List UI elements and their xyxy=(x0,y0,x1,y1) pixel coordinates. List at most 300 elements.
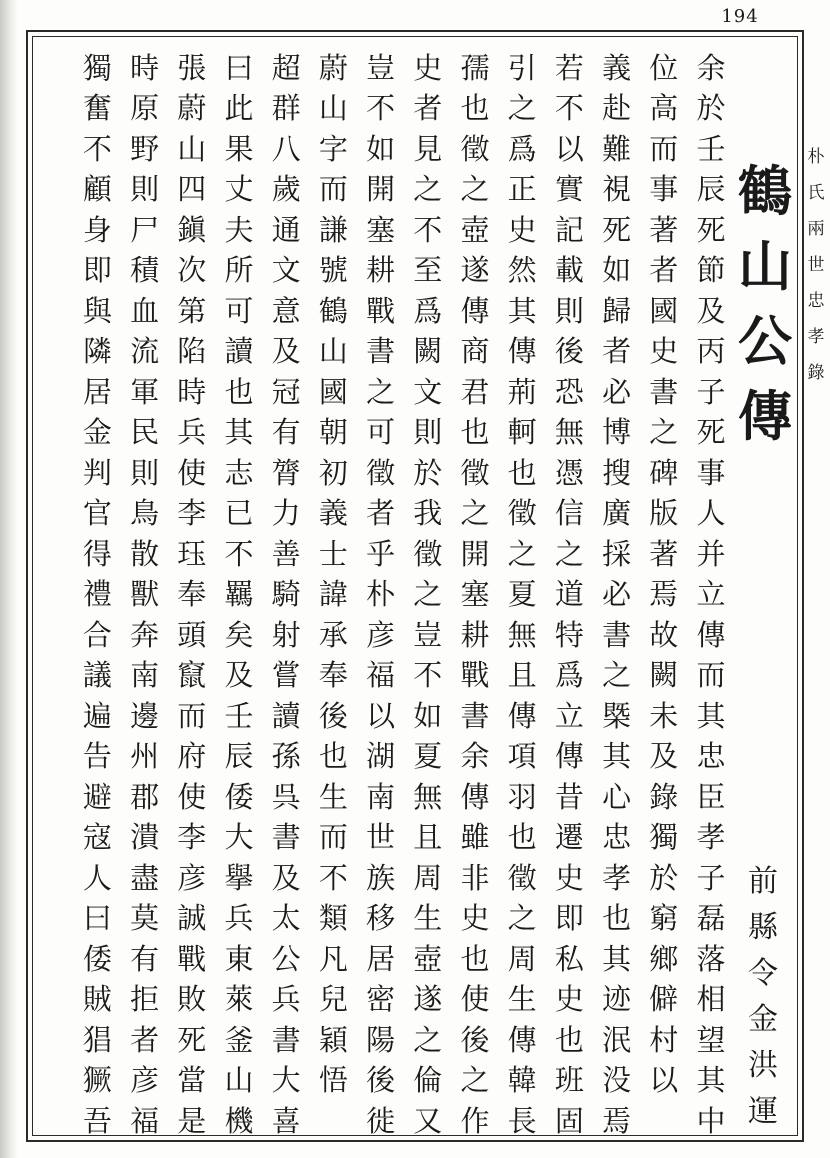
text-char: 奉 xyxy=(177,577,207,612)
text-char: 而 xyxy=(318,172,348,207)
text-char: 積 xyxy=(130,253,160,288)
text-char: 也 xyxy=(460,415,490,450)
text-char: 臣 xyxy=(696,779,726,814)
text-char: 文 xyxy=(413,374,443,409)
text-char: 固 xyxy=(554,1103,584,1138)
text-char: 磊 xyxy=(696,901,726,936)
text-char: 其 xyxy=(602,739,632,774)
side-header-book-title xyxy=(804,136,828,388)
text-char: 金 xyxy=(82,415,112,450)
text-char: 之 xyxy=(366,374,396,409)
text-char: 死 xyxy=(177,1022,207,1057)
text-char: 次 xyxy=(177,253,207,288)
text-char: 告 xyxy=(82,739,112,774)
text-char: 羽 xyxy=(507,779,537,814)
text-char: 朝 xyxy=(318,415,348,450)
text-char: 中 xyxy=(696,1103,726,1138)
text-char: 望 xyxy=(696,1022,726,1057)
text-char: 事 xyxy=(696,455,726,490)
text-char: 密 xyxy=(366,982,396,1017)
side-header-char: 兩 xyxy=(807,218,825,239)
text-char: 遂 xyxy=(460,253,490,288)
text-char: 之 xyxy=(649,415,679,450)
text-char: 我 xyxy=(413,496,443,531)
text-char: 郡 xyxy=(130,779,160,814)
text-char: 也 xyxy=(602,901,632,936)
text-char: 使 xyxy=(177,779,207,814)
text-char: 國 xyxy=(649,293,679,328)
text-column xyxy=(74,48,120,1142)
text-char: 書 xyxy=(271,1022,301,1057)
text-char: 僻 xyxy=(649,982,679,1017)
text-char: 之 xyxy=(460,1063,490,1098)
text-char: 血 xyxy=(130,293,160,328)
text-char: 野 xyxy=(130,131,160,166)
text-char: 傳 xyxy=(554,739,584,774)
author-char: 運 xyxy=(748,1094,778,1129)
text-char: 於 xyxy=(696,91,726,126)
text-char: 心 xyxy=(602,779,632,814)
text-char: 傳 xyxy=(696,617,726,652)
text-char: 壬 xyxy=(696,131,726,166)
text-char: 徙 xyxy=(366,1103,396,1138)
text-char: 以 xyxy=(554,131,584,166)
text-char: 其 xyxy=(696,698,726,733)
text-char: 李 xyxy=(177,820,207,855)
text-char: 君 xyxy=(460,374,490,409)
text-char: 散 xyxy=(130,536,160,571)
text-char: 善 xyxy=(271,536,301,571)
text-column xyxy=(405,48,451,1142)
text-char: 村 xyxy=(649,1022,679,1057)
text-char: 曰 xyxy=(224,50,254,85)
text-char: 鎭 xyxy=(177,212,207,247)
text-char: 視 xyxy=(602,172,632,207)
text-char: 則 xyxy=(130,455,160,490)
text-char: 膂 xyxy=(271,455,301,490)
text-char: 史 xyxy=(649,334,679,369)
text-char: 而 xyxy=(696,658,726,693)
text-char: 遷 xyxy=(554,820,584,855)
text-char: 位 xyxy=(649,50,679,85)
text-column xyxy=(452,48,498,1142)
text-char: 騎 xyxy=(271,577,301,612)
text-char: 奔 xyxy=(130,617,160,652)
text-char: 無 xyxy=(554,415,584,450)
text-char: 如 xyxy=(413,698,443,733)
text-char: 矣 xyxy=(224,617,254,652)
text-char: 號 xyxy=(318,253,348,288)
text-char: 并 xyxy=(696,536,726,571)
text-char: 奮 xyxy=(82,91,112,126)
text-char: 著 xyxy=(649,212,679,247)
text-char: 孝 xyxy=(602,860,632,895)
title-char: 鶴 xyxy=(738,159,792,223)
text-char: 讀 xyxy=(224,334,254,369)
text-char: 及 xyxy=(224,658,254,693)
text-char: 山 xyxy=(318,334,348,369)
text-char: 班 xyxy=(554,1063,584,1098)
text-char: 記 xyxy=(554,212,584,247)
author-char: 金 xyxy=(748,1002,778,1037)
text-char: 載 xyxy=(554,253,584,288)
text-char: 孫 xyxy=(271,739,301,774)
text-char: 立 xyxy=(696,577,726,612)
text-char: 禮 xyxy=(82,577,112,612)
text-char: 槩 xyxy=(602,698,632,733)
text-char: 當 xyxy=(177,1063,207,1098)
text-char: 之 xyxy=(413,577,443,612)
author-char: 前 xyxy=(748,864,778,899)
text-char: 也 xyxy=(554,1022,584,1057)
text-char: 得 xyxy=(82,536,112,571)
text-char: 後 xyxy=(554,334,584,369)
text-char: 吾 xyxy=(82,1103,112,1138)
text-char: 獨 xyxy=(649,820,679,855)
text-char: 戰 xyxy=(177,941,207,976)
text-char: 隣 xyxy=(82,334,112,369)
text-char: 壺 xyxy=(413,941,443,976)
text-char: 之 xyxy=(413,1022,443,1057)
text-char: 之 xyxy=(460,496,490,531)
text-char: 豈 xyxy=(366,50,396,85)
text-char: 賊 xyxy=(82,982,112,1017)
text-char: 壺 xyxy=(460,212,490,247)
text-char: 辰 xyxy=(224,739,254,774)
text-char: 之 xyxy=(413,172,443,207)
text-char: 開 xyxy=(460,536,490,571)
text-char: 太 xyxy=(271,901,301,936)
text-char: 力 xyxy=(271,496,301,531)
document-title xyxy=(730,150,800,450)
text-char: 者 xyxy=(366,496,396,531)
text-char: 項 xyxy=(507,739,537,774)
text-char: 及 xyxy=(649,739,679,774)
text-char: 周 xyxy=(507,941,537,976)
text-char: 後 xyxy=(318,698,348,733)
author-line xyxy=(738,855,788,1131)
text-char: 余 xyxy=(696,50,726,85)
text-char: 見 xyxy=(413,131,443,166)
text-char: 則 xyxy=(413,415,443,450)
text-char: 則 xyxy=(554,293,584,328)
text-char: 已 xyxy=(224,496,254,531)
text-char: 之 xyxy=(507,91,537,126)
text-char: 以 xyxy=(366,698,396,733)
text-char: 至 xyxy=(413,253,443,288)
text-char: 竄 xyxy=(177,658,207,693)
text-char: 徵 xyxy=(460,131,490,166)
text-char: 不 xyxy=(554,91,584,126)
text-char: 史 xyxy=(554,860,584,895)
text-char: 鳥 xyxy=(130,496,160,531)
text-char: 不 xyxy=(413,212,443,247)
text-char: 人 xyxy=(82,860,112,895)
text-char: 遂 xyxy=(413,982,443,1017)
text-char: 死 xyxy=(696,415,726,450)
text-char: 南 xyxy=(130,658,160,693)
text-char: 族 xyxy=(366,860,396,895)
text-char: 丙 xyxy=(696,334,726,369)
text-char: 落 xyxy=(696,941,726,976)
text-char: 不 xyxy=(366,91,396,126)
text-char: 必 xyxy=(602,577,632,612)
text-char: 民 xyxy=(130,415,160,450)
text-column xyxy=(310,48,356,1101)
text-char: 及 xyxy=(271,334,301,369)
text-char: 顧 xyxy=(82,172,112,207)
text-char: 身 xyxy=(82,212,112,247)
text-char: 倫 xyxy=(413,1063,443,1098)
text-column xyxy=(358,48,404,1142)
text-char: 也 xyxy=(460,91,490,126)
side-header-char: 忠 xyxy=(807,290,825,311)
text-char: 邊 xyxy=(130,698,160,733)
text-char: 與 xyxy=(82,293,112,328)
text-char: 士 xyxy=(318,536,348,571)
text-char: 節 xyxy=(696,253,726,288)
text-char: 不 xyxy=(82,131,112,166)
text-char: 傳 xyxy=(460,293,490,328)
text-char: 莫 xyxy=(130,901,160,936)
text-char: 時 xyxy=(130,50,160,85)
text-char: 然 xyxy=(507,253,537,288)
text-char: 傳 xyxy=(507,698,537,733)
text-char: 大 xyxy=(271,1063,301,1098)
text-char: 道 xyxy=(554,577,584,612)
text-char: 書 xyxy=(366,334,396,369)
text-char: 史 xyxy=(507,212,537,247)
text-char: 忠 xyxy=(696,739,726,774)
text-char: 如 xyxy=(602,253,632,288)
text-char: 者 xyxy=(413,91,443,126)
text-char: 猖 xyxy=(82,1022,112,1057)
text-char: 意 xyxy=(271,293,301,328)
text-char: 也 xyxy=(318,739,348,774)
text-char: 彦 xyxy=(366,617,396,652)
text-char: 通 xyxy=(271,212,301,247)
text-char: 是 xyxy=(177,1103,207,1138)
text-char: 蔚 xyxy=(177,91,207,126)
text-char: 無 xyxy=(413,779,443,814)
text-char: 爲 xyxy=(554,658,584,693)
text-char: 孝 xyxy=(696,820,726,855)
text-char: 碑 xyxy=(649,455,679,490)
text-char: 原 xyxy=(130,91,160,126)
text-char: 穎 xyxy=(318,1022,348,1057)
text-char: 志 xyxy=(224,455,254,490)
text-char: 憑 xyxy=(554,455,584,490)
text-char: 議 xyxy=(82,658,112,693)
text-char: 長 xyxy=(507,1103,537,1138)
text-char: 之 xyxy=(554,536,584,571)
text-char: 以 xyxy=(649,1063,679,1098)
title-char: 傳 xyxy=(738,384,792,448)
text-char: 書 xyxy=(460,698,490,733)
text-char: 商 xyxy=(460,334,490,369)
text-char: 昔 xyxy=(554,779,584,814)
text-char: 立 xyxy=(554,698,584,733)
text-char: 泯 xyxy=(602,1022,632,1057)
text-char: 讀 xyxy=(271,698,301,733)
text-char: 誠 xyxy=(177,901,207,936)
text-char: 史 xyxy=(460,901,490,936)
text-char: 引 xyxy=(507,50,537,85)
side-header-char: 錄 xyxy=(807,362,825,383)
text-char: 徵 xyxy=(413,536,443,571)
text-char: 採 xyxy=(602,536,632,571)
text-char: 開 xyxy=(366,172,396,207)
text-char: 遍 xyxy=(82,698,112,733)
text-char: 蔚 xyxy=(318,50,348,85)
text-char: 兵 xyxy=(224,901,254,936)
text-column xyxy=(263,48,309,1142)
text-char: 釜 xyxy=(224,1022,254,1057)
text-char: 者 xyxy=(130,1022,160,1057)
text-char: 陷 xyxy=(177,334,207,369)
text-char: 呉 xyxy=(271,779,301,814)
text-column xyxy=(641,48,687,1101)
text-char: 山 xyxy=(224,1063,254,1098)
text-char: 曰 xyxy=(82,901,112,936)
text-char: 壬 xyxy=(224,698,254,733)
text-char: 超 xyxy=(271,50,301,85)
text-char: 尸 xyxy=(130,212,160,247)
text-char: 非 xyxy=(460,860,490,895)
text-char: 福 xyxy=(366,658,396,693)
text-char: 如 xyxy=(366,131,396,166)
text-char: 合 xyxy=(82,617,112,652)
page-number: 194 xyxy=(721,6,759,27)
text-char: 官 xyxy=(82,496,112,531)
text-char: 子 xyxy=(696,374,726,409)
text-char: 有 xyxy=(130,941,160,976)
text-char: 戰 xyxy=(460,658,490,693)
text-char: 死 xyxy=(602,212,632,247)
text-char: 若 xyxy=(554,50,584,85)
text-char: 夫 xyxy=(224,212,254,247)
text-char: 萊 xyxy=(224,982,254,1017)
text-char: 及 xyxy=(271,860,301,895)
text-char: 字 xyxy=(318,131,348,166)
text-char: 歲 xyxy=(271,172,301,207)
text-char: 且 xyxy=(507,658,537,693)
text-char: 其 xyxy=(602,941,632,976)
text-char: 居 xyxy=(82,374,112,409)
text-char: 難 xyxy=(602,131,632,166)
text-char: 八 xyxy=(271,131,301,166)
author-char: 洪 xyxy=(748,1048,778,1083)
text-char: 荊 xyxy=(507,374,537,409)
text-char: 可 xyxy=(224,293,254,328)
text-char: 即 xyxy=(82,253,112,288)
text-char: 必 xyxy=(602,374,632,409)
text-char: 余 xyxy=(460,739,490,774)
text-char: 塞 xyxy=(366,212,396,247)
text-char: 徵 xyxy=(366,455,396,490)
text-char: 正 xyxy=(507,172,537,207)
text-char: 不 xyxy=(224,536,254,571)
text-char: 義 xyxy=(602,50,632,85)
text-column xyxy=(499,48,545,1142)
text-char: 無 xyxy=(507,617,537,652)
text-char: 州 xyxy=(130,739,160,774)
text-char: 潰 xyxy=(130,820,160,855)
text-char: 不 xyxy=(318,860,348,895)
text-char: 不 xyxy=(413,658,443,693)
text-char: 義 xyxy=(318,496,348,531)
text-char: 群 xyxy=(271,91,301,126)
text-char: 山 xyxy=(318,91,348,126)
text-char: 孺 xyxy=(460,50,490,85)
text-char: 焉 xyxy=(602,1103,632,1138)
text-char: 人 xyxy=(696,496,726,531)
text-char: 南 xyxy=(366,779,396,814)
text-char: 信 xyxy=(554,496,584,531)
text-char: 之 xyxy=(507,901,537,936)
text-char: 書 xyxy=(271,820,301,855)
text-char: 公 xyxy=(271,941,301,976)
side-header-char: 氏 xyxy=(807,182,825,203)
text-char: 書 xyxy=(649,374,679,409)
text-char: 又 xyxy=(413,1103,443,1138)
side-header-char: 世 xyxy=(807,254,825,275)
text-char: 奉 xyxy=(318,658,348,693)
text-char: 迹 xyxy=(602,982,632,1017)
author-char: 令 xyxy=(748,956,778,991)
text-char: 忠 xyxy=(602,820,632,855)
text-char: 移 xyxy=(366,901,396,936)
text-char: 相 xyxy=(696,982,726,1017)
text-char: 大 xyxy=(224,820,254,855)
text-char: 其 xyxy=(507,293,537,328)
text-column xyxy=(594,48,640,1142)
text-char: 湖 xyxy=(366,739,396,774)
title-char: 山 xyxy=(738,234,792,298)
text-char: 寇 xyxy=(82,820,112,855)
text-char: 之 xyxy=(507,536,537,571)
text-char: 後 xyxy=(460,1022,490,1057)
text-char: 喜 xyxy=(271,1103,301,1138)
text-char: 搜 xyxy=(602,455,632,490)
text-char: 史 xyxy=(554,982,584,1017)
text-char: 倭 xyxy=(224,779,254,814)
text-char: 凡 xyxy=(318,941,348,976)
text-char: 居 xyxy=(366,941,396,976)
text-char: 歸 xyxy=(602,293,632,328)
text-char: 府 xyxy=(177,739,207,774)
text-char: 使 xyxy=(460,982,490,1017)
text-char: 耕 xyxy=(366,253,396,288)
text-char: 使 xyxy=(177,455,207,490)
text-char: 傳 xyxy=(507,334,537,369)
text-char: 盡 xyxy=(130,860,160,895)
text-char: 徵 xyxy=(507,860,537,895)
text-char: 文 xyxy=(271,253,301,288)
text-char: 嘗 xyxy=(271,658,301,693)
text-char: 而 xyxy=(318,820,348,855)
text-char: 窮 xyxy=(649,901,679,936)
text-char: 國 xyxy=(318,374,348,409)
text-char: 書 xyxy=(602,617,632,652)
text-char: 於 xyxy=(413,455,443,490)
text-char: 張 xyxy=(177,50,207,85)
text-char: 及 xyxy=(696,293,726,328)
text-char: 博 xyxy=(602,415,632,450)
text-char: 特 xyxy=(554,617,584,652)
text-char: 爲 xyxy=(507,131,537,166)
text-char: 生 xyxy=(413,901,443,936)
